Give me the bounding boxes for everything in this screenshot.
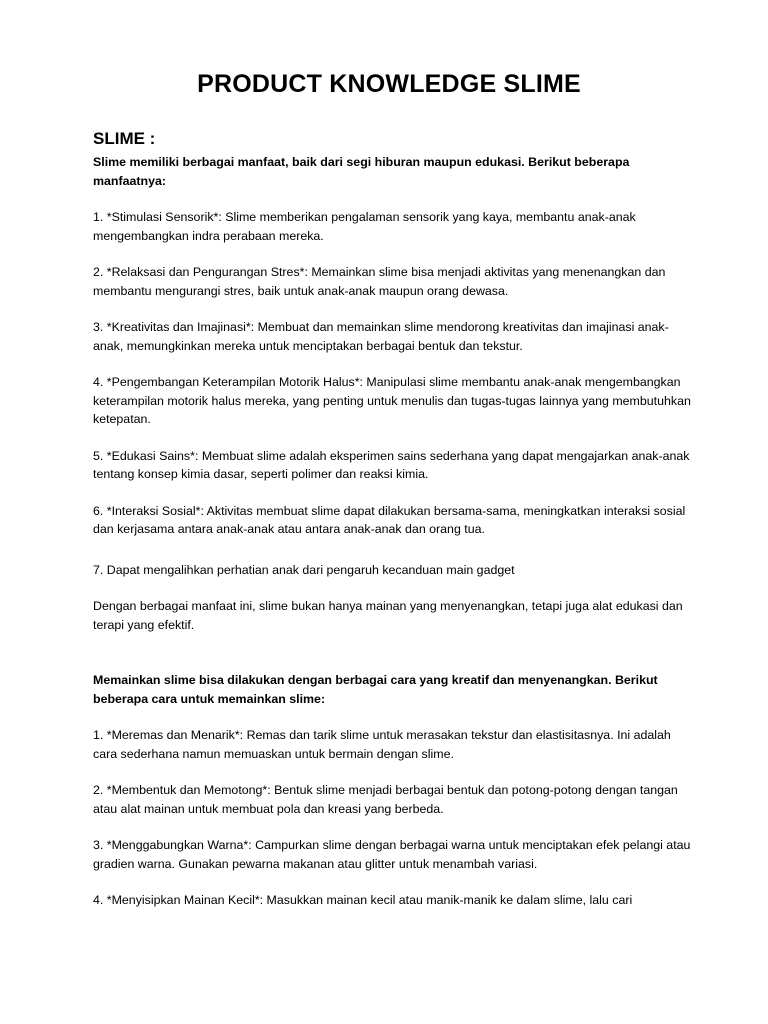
document-body (93, 128, 693, 910)
benefit-item-7: 7. Dapat mengalihkan perhatian anak dari pengaruh kecanduan main gadget (93, 562, 515, 577)
benefits-intro: Slime memiliki berbagai manfaat, baik dari segi hiburan maupun edukasi. Berikut beberapa manfaatnya: (93, 155, 630, 188)
document-title: PRODUCT KNOWLEDGE SLIME (197, 70, 581, 98)
benefit-item-3: 3. *Kreativitas dan Imajinasi*: Membuat dan memainkan slime mendorong kreativitas dan imajinasi anak-anak, memungkinkan mereka untuk menciptakan berbagai bentuk dan tekstur. (93, 320, 669, 353)
benefits-conclusion: Dengan berbagai manfaat ini, slime bukan hanya mainan yang menyenangkan, tetapi juga alat edukasi dan terapi yang efektif. (93, 599, 683, 632)
benefit-item-4: 4. *Pengembangan Keterampilan Motorik Halus*: Manipulasi slime membantu anak-anak mengembangkan keterampilan motorik halus mereka, yang penting untuk menulis dan tugas-tugas lainnya yang membutuhkan ketepatan. (93, 375, 691, 426)
benefit-item-2: 2. *Relaksasi dan Pengurangan Stres*: Memainkan slime bisa menjadi aktivitas yang menenangkan dan membantu mengurangi stres, baik untuk anak-anak maupun orang dewasa. (93, 265, 666, 298)
play-item-3: 3. *Menggabungkan Warna*: Campurkan slime dengan berbagai warna untuk menciptakan efek pelangi atau gradien warna. Gunakan pewarna makanan atau glitter untuk menambah variasi. (93, 838, 691, 871)
section-heading-slime: SLIME : (93, 129, 156, 148)
play-item-1: 1. *Meremas dan Menarik*: Remas dan tarik slime untuk merasakan tekstur dan elastisitasnya. Ini adalah cara sederhana namun memuaskan untuk bermain dengan slime. (93, 728, 671, 761)
play-intro: Memainkan slime bisa dilakukan dengan berbagai cara yang kreatif dan menyenangkan. Berikut beberapa cara untuk memainkan slime: (93, 673, 658, 706)
play-item-2: 2. *Membentuk dan Memotong*: Bentuk slime menjadi berbagai bentuk dan potong-potong dengan tangan atau alat mainan untuk membuat pola dan kreasi yang berbeda. (93, 783, 678, 816)
play-item-4: 4. *Menyisipkan Mainan Kecil*: Masukkan mainan kecil atau manik-manik ke dalam slime, lalu cari (93, 893, 633, 907)
benefit-item-1: 1. *Stimulasi Sensorik*: Slime memberikan pengalaman sensorik yang kaya, membantu anak-anak mengembangkan indra perabaan mereka. (93, 210, 636, 243)
benefit-item-5: 5. *Edukasi Sains*: Membuat slime adalah eksperimen sains sederhana yang dapat mengajarkan anak-anak tentang konsep kimia dasar, seperti polimer dan reaksi kimia. (93, 448, 690, 481)
benefit-item-6: 6. *Interaksi Sosial*: Aktivitas membuat slime dapat dilakukan bersama-sama, meningkatkan interaksi sosial dan kerjasama antara anak-anak atau antara anak-anak dan orang tua. (93, 503, 686, 536)
